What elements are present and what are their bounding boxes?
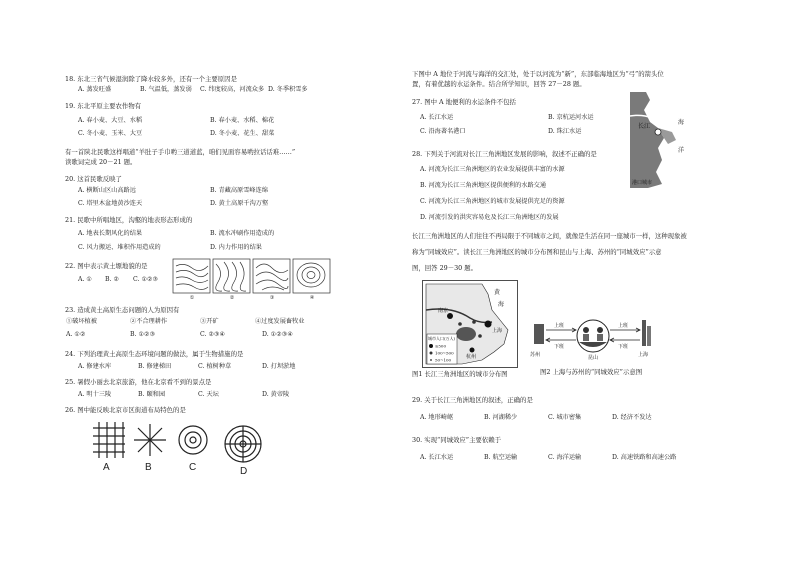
q20-option-c: C. 塔里木盆地黄沙连天	[78, 200, 143, 207]
intro-29-30-a: 长江三角洲地区的人们往往不再局限于不同城市之间，就像是生活在同一座城市一样，这种现象被	[412, 232, 687, 240]
radial-pattern	[134, 424, 166, 456]
fig1-nanjing-label: 南京	[438, 308, 449, 314]
q30-option-b: B. 航空运输	[484, 454, 518, 461]
q27-option-b: B. 京杭运河水运	[548, 114, 594, 121]
q22-fig-1-label: ①	[189, 295, 195, 300]
q22-contour-maps	[172, 258, 332, 300]
fig2-down-right: 下班	[618, 344, 629, 350]
intro-27-28-a: 下图中 A 地位于河流与海洋的交汇处，处于以河流为“新”，东部临海地区为“弓”的箭头位	[412, 70, 664, 78]
q26-label-a: A	[103, 462, 110, 473]
q27-map-ocean-label: 洋	[678, 147, 685, 154]
q26-label-b: B	[145, 462, 152, 473]
q19-option-d: D. 冬小麦、花生、甜菜	[210, 130, 275, 137]
q23-item-1: ①破坏植被	[66, 318, 97, 325]
q27-map-port-label: 港口城市	[632, 180, 653, 186]
q29-option-b: B. 河湖稀少	[484, 414, 518, 421]
q19-option-b: B. 春小麦、水稻、棉花	[210, 117, 275, 124]
fig1-hangzhou-label: 杭州	[466, 354, 477, 360]
q24-option-b: B. 修建梯田	[138, 363, 172, 370]
q22-fig-2-label: ②	[229, 295, 235, 300]
q22-option-c: C. ①②③	[133, 276, 159, 283]
fig1-legend-item-3: 50~100	[435, 357, 452, 363]
fig2-suzhou-label: 苏州	[530, 352, 541, 358]
q29-option-d: D. 经济不发达	[612, 414, 652, 421]
q23-option-d: D. ①②③④	[262, 331, 293, 338]
q29-option-c: C. 城市密集	[548, 414, 582, 421]
q25-option-c: C. 天坛	[198, 391, 219, 398]
q25-stem: 25. 暑假小丽去北京旅游，他在北京看不到的景点是	[65, 378, 212, 386]
q21-option-a: A. 地表长期风化的结果	[78, 230, 143, 237]
q24-option-d: D. 打坝淤地	[262, 363, 296, 370]
q25-option-b: B. 颐和园	[138, 391, 166, 398]
fig2-kunshan-label: 昆山	[588, 355, 599, 360]
fig1-shanghai-label: 上海	[492, 328, 503, 334]
q27-option-d: D. 珠江水运	[548, 128, 582, 135]
fig1-legend-item-1: ≥500	[435, 343, 446, 349]
q20-option-d: D. 黄土高原千沟万壑	[210, 200, 269, 207]
fig2-shanghai-label: 上海	[638, 352, 649, 358]
q28-option-c: C. 河流为长江三角洲地区的城市发展提供充足的资源	[420, 198, 565, 205]
fig1-sea-label-1: 黄	[494, 289, 501, 296]
q29-stem: 29. 关于长江三角洲地区的叙述，正确的是	[412, 396, 533, 404]
q30-stem: 30. 实现“同城效应”主要依赖于	[412, 436, 502, 444]
q19-option-c: C. 冬小麦、玉米、大豆	[78, 130, 143, 137]
q18-option-c: C. 纬度较高，河流众多	[200, 86, 265, 93]
q26-label-d: D	[240, 466, 248, 477]
q23-stem: 23. 造成黄土高原生态问题的人为原因有	[65, 306, 180, 314]
q23-item-2: ②不合理耕作	[130, 318, 168, 325]
q28-option-d: D. 河流引发的洪灾容易危及长江三角洲地区的发展	[420, 214, 559, 221]
q22-option-b: B. ②	[105, 276, 120, 283]
q27-stem: 27. 图中 A 地便利的水运条件不包括	[412, 98, 516, 106]
q26-stem: 26. 图中能反映北京市区街道布局特色的是	[65, 406, 186, 414]
fig2-up-left: 上班	[554, 323, 565, 329]
q25-option-d: D. 黄帝陵	[262, 391, 290, 398]
q27-map-river-label: 长江	[638, 123, 651, 130]
q23-option-b: B. ①②③	[130, 331, 156, 338]
q30-option-d: D. 高速铁路和高速公路	[612, 454, 677, 461]
q27-map-sea-label: 海	[678, 119, 685, 126]
q21-stem: 21. 民歌中所唱地区，沟壑的地表形态形成的	[65, 216, 193, 224]
q19-option-a: A. 春小麦、大豆、水稻	[78, 117, 143, 124]
q28-option-a: A. 河流为长江三角洲地区的农业发展提供丰富的水源	[420, 166, 565, 173]
q30-option-a: A. 长江水运	[420, 454, 454, 461]
fig1-legend-title: 城市人口(万人)	[428, 336, 456, 341]
q22-option-a: A. ①	[78, 276, 92, 283]
q21-option-d: D. 内力作用的结果	[210, 244, 262, 251]
q18-stem: 18. 东北三省气候湿润除了降水较多外，还有一个主要原因是	[65, 75, 237, 83]
q25-option-a: A. 明十三陵	[78, 391, 112, 398]
q21-option-c: C. 风力搬运、堆积作用造成的	[78, 244, 161, 251]
concentric-pattern	[179, 426, 207, 454]
intro-29-30-c: 图，回答 29－30 题。	[412, 264, 478, 272]
q24-stem: 24. 下列治理黄土高原生态环境问题的做法，属于生物措施的是	[65, 350, 244, 358]
ring-radial-pattern	[225, 426, 261, 462]
q23-item-4: ④过度发展畜牧业	[255, 318, 305, 325]
fig2-caption: 图2 上海与苏州的“同城效应”示意图	[540, 368, 643, 376]
q18-option-b: B. 气温低，蒸发弱	[140, 86, 192, 93]
q20-option-b: B. 青藏高原雪峰连绵	[210, 187, 268, 194]
intro-20-21: 有一首陕北民歌这样唱道“羊肚子手巾哟三道道蓝，咱们见面容易哟拉话话难……”	[65, 148, 296, 156]
q19-stem: 19. 东北平原主要农作物有	[65, 102, 142, 110]
q28-stem: 28. 下列关于河流对长江三角洲地区发展的影响，叙述不正确的是	[412, 150, 597, 158]
q20-stem: 20. 这首民歌反映了	[65, 175, 122, 183]
q24-option-a: A. 修建水库	[78, 363, 112, 370]
q18-option-d: D. 冬季积雪多	[268, 86, 308, 93]
q26-street-patterns	[85, 418, 285, 480]
q22-fig-4-label: ④	[309, 295, 315, 300]
q23-item-3: ③开矿	[200, 318, 219, 325]
fig2-up-right: 上班	[618, 323, 629, 329]
q22-stem: 22. 图中表示黄土塬地貌的是	[65, 262, 148, 270]
grid-pattern	[93, 422, 125, 458]
q21-option-b: B. 流水冲刷作用造成的	[210, 230, 275, 237]
fig2-same-city-diagram	[528, 312, 658, 360]
intro-20-21-b: 读歌词完成 20－21 题。	[65, 158, 137, 166]
q26-label-c: C	[189, 462, 197, 473]
q23-option-c: C. ②③④	[200, 331, 226, 338]
intro-27-28-b: 置，有着优越的水运条件。结合所学知识，回答 27－28 题。	[412, 80, 586, 88]
intro-29-30-b: 称为“同城效应”。读长江三角洲地区的城市分布图和昆山与上海、苏州的“同城效应”示意	[412, 248, 662, 256]
fig2-down-left: 下班	[554, 344, 565, 350]
q27-coast-map	[628, 88, 690, 192]
q27-option-a: A. 长江水运	[420, 114, 454, 121]
fig1-sea-label-2: 海	[498, 301, 505, 308]
fig1-caption: 图1 长江三角洲地区的城市分布图	[412, 370, 508, 378]
fig1-city-map	[422, 280, 518, 368]
q18-option-a: A. 蒸发旺盛	[78, 86, 112, 93]
fig1-legend-item-2: 100~500	[435, 350, 454, 356]
q23-option-a: A. ①②	[66, 331, 86, 338]
q29-option-a: A. 地形崎岖	[420, 414, 454, 421]
q20-option-a: A. 横断山区山高路远	[78, 187, 136, 194]
q30-option-c: C. 海洋运输	[548, 454, 582, 461]
q28-option-b: B. 河流为长江三角洲地区提供便利的水路交通	[420, 182, 547, 189]
q24-option-c: C. 植树种草	[198, 363, 232, 370]
q22-fig-3-label: ③	[269, 295, 275, 300]
q27-option-c: C. 沿海著名港口	[420, 128, 466, 135]
